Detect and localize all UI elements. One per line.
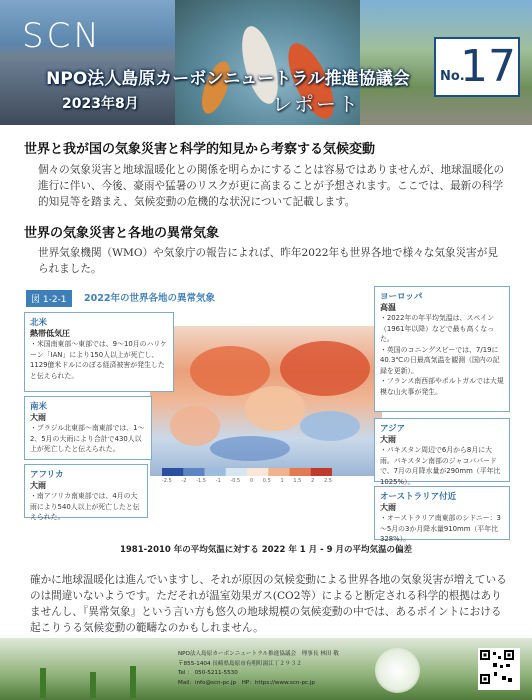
colorbar-tick-label: 1.5 [293, 478, 302, 484]
footer-contact [178, 650, 353, 688]
qr-pattern [480, 650, 514, 684]
box-asia [374, 418, 510, 486]
colorbar-segment [268, 468, 290, 476]
issue-number: 17 [460, 41, 516, 92]
colorbar-segment [205, 468, 227, 476]
box-africa [24, 464, 148, 521]
section1-body: 個々の気象災害と地球温暖化との関係を明らかにすることは容易ではありませんが、地球温暖化の進行に伴い、今後、豪雨や猛暑のリスクが更に高まることが予想されます。ここでは、最新の科学的知見等を踏まえ、気候変動の危機的な状況について記載します。 [38, 164, 505, 208]
colorbar-segment [162, 468, 184, 476]
figure-title: 2022年の世界各地の異常気象 [84, 293, 215, 304]
colorbar-ticks [162, 478, 332, 484]
issue-number-badge [434, 37, 520, 97]
event-description: ・米国南東部～東部では、9～10月のハリケーン「IAN」により150人以上が死亡し、1129億米ドルにのぼる経済被害が発生したと伝えられた。 [30, 340, 168, 380]
section1-heading: 世界と我が国の気象災害と科学的知見から考察する気候変動 [24, 142, 376, 157]
event-description: ・オーストラリア南東部のシドニー：3～5月の3か月降水量910mm（平年比328%）。 [380, 514, 501, 543]
event-label: 大雨 [30, 481, 46, 490]
event-description: ・パキスタン周辺で6月から8月に大雨。パキスタン南部のジャコババードで、7月の月降水量が290mm（平年比1025%）。 [380, 446, 501, 486]
region-label: 北米 [30, 318, 48, 328]
event-label: 大雨 [380, 503, 396, 512]
figure-caption: 1981-2010 年の平均気温に対する 2022 年 1 月 - 9 月の平均気温の偏差 [119, 545, 413, 555]
colorbar-tick-label: 2 [311, 478, 315, 484]
region-label: アフリカ [30, 470, 64, 480]
colorbar-tick-label: -2.5 [162, 478, 172, 484]
colorbar-tick-label: 0 [249, 478, 254, 484]
colorbar-tick-label: -1.5 [196, 478, 206, 484]
world-temperature-anomaly-map [150, 326, 382, 476]
colorbar-tick-label: 2.5 [323, 478, 332, 484]
section3-body: 確かに地球温暖化は進んでいますし、それが原因の気候変動による世界各地の気象災害が増えているのは間違いないようです。ただそれが温室効果ガス(CO2等）によると断定される科学的根拠はありませんし、『異常気象』という言い方も悠久の地球規模の気候変動の中では、あるポイントにおける起こりうる気候変動の範疇なのかもしれません。 [30, 574, 507, 634]
footer-tel: Tel ： 050-5211-5530 [178, 670, 238, 676]
anomaly-figure [22, 286, 510, 556]
section2-body: 世界気象機関（WMO）や気象庁の報告によれば、昨年2022年も世界各地で様々な気象災害が見られました。 [38, 247, 498, 275]
colorbar-segment [311, 468, 332, 476]
colorbar-tick-label: 0.5 [262, 478, 271, 484]
event-label: 大雨 [380, 435, 396, 444]
region-label: アジア [380, 424, 406, 434]
box-europe [374, 286, 510, 412]
section2-heading: 世界の気象災害と各地の異常気象 [24, 226, 220, 241]
colorbar-segment [247, 468, 269, 476]
event-label: 大雨 [30, 413, 46, 422]
event-description: ・南アフリカ南東部では、4月の大雨により540人以上が死亡したと伝えられた。 [30, 492, 140, 521]
colorbar [162, 468, 332, 476]
colorbar-segment [183, 468, 205, 476]
report-label: レポート [272, 92, 360, 116]
colorbar-tick-label: -2 [181, 478, 187, 484]
footer-org-line: NPO法人島原カーボンニュートラル推進協議会 理事長 林田 敬 [178, 651, 339, 657]
box-north-america [24, 312, 174, 392]
qr-code[interactable] [478, 648, 520, 690]
event-label: 高温 [380, 303, 396, 312]
organization-title: NPO法人島原カーボンニュートラル推進協議会 [46, 69, 410, 89]
footer-address: 〒855-1404 長崎県島原市有明町湯江丁２９３２ [178, 660, 302, 667]
region-label: 南米 [30, 402, 48, 412]
box-australia [374, 486, 510, 543]
event-description: ・2022年の年平均気温は、スペイン（1961年以降）などで最も高くなった。 ・英国のコニングスビーでは、7/19に40.3℃の日最高気温を観測（国内の記録を更新）。 ・フランス南西部やポルトガルでは大規模な山火事が発生。 [380, 314, 504, 396]
colorbar-tick-label: -0.5 [230, 478, 241, 484]
colorbar-segment [226, 468, 248, 476]
region-label: オーストラリア付近 [380, 492, 457, 502]
box-south-america [24, 396, 152, 460]
report-date: 2023年8月 [62, 96, 139, 112]
footer-mail-hp[interactable]: Mail：info@scn-pc.jp HP：https://www.scn-pc.jp [178, 679, 315, 686]
issue-prefix: No. [440, 69, 465, 84]
event-description: ・ブラジル北東部～南東部では、1～2、5月の大雨により合計で430人以上が死亡したと伝えられた。 [30, 424, 145, 453]
scn-logo: SCN [22, 16, 102, 56]
colorbar-tick-label: -1 [215, 478, 221, 484]
colorbar-segment [290, 468, 312, 476]
figure-tag: 図 1-2-1 [26, 290, 72, 307]
region-label: ヨーロッパ [380, 292, 423, 302]
colorbar-tick-label: 1 [280, 478, 284, 484]
event-label: 熱帯低気圧 [30, 329, 70, 338]
